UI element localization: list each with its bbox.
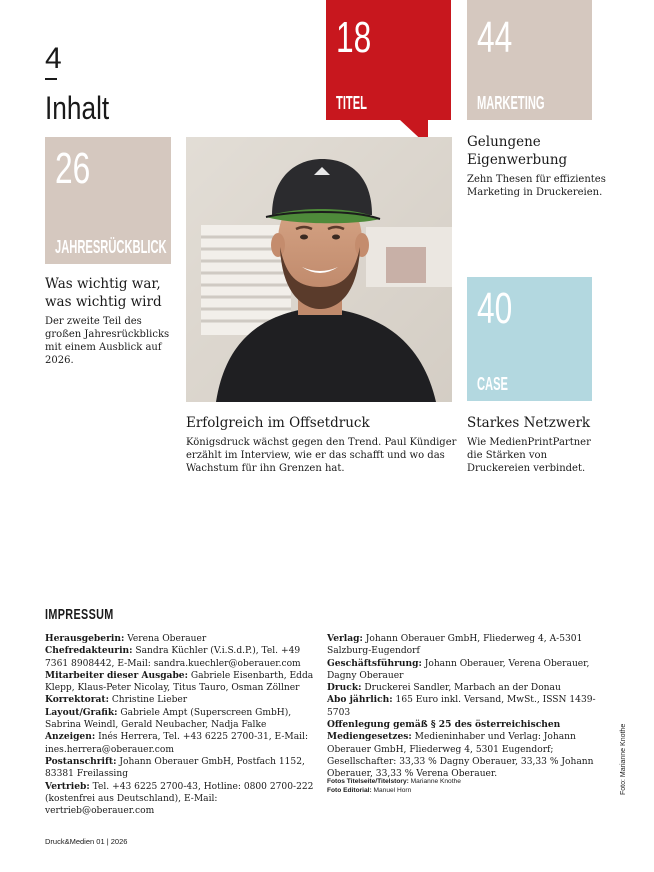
article-case-headline[interactable]: Starkes Netzwerk [467,415,591,431]
impressum-entry: Mitarbeiter dieser Ausgabe: Gabriele Eisenbarth, Edda Klepp, Klaus-Peter Nicolay, Titus Tauro, Osman Zöllner [45,669,314,694]
page-footer: Druck&Medien 01 | 2026 [45,837,128,846]
vertical-photo-credit: Foto: Marianne Knothe [620,723,627,795]
impressum-entry: Anzeigen: Inés Herrera, Tel. +43 6225 2700-31, E-Mail: ines.herrera@oberauer.com [45,731,309,755]
tile-jahresrueckblick[interactable] [45,137,171,264]
impressum-entry: Abo jährlich: 165 Euro inkl. Versand, MwSt., ISSN 1439-5703 [327,694,596,718]
impressum-entry: Offenlegung gemäß § 25 des österreichischen Mediengesetzes: Medieninhaber und Verlag: Johann Oberauer GmbH, Fliederweg 4, 5301 Eugendorf; Gesellschafter: 33,33 % Dagny Oberauer, 33,33 % Johann Oberauer, 33,33 % Verena Oberauer. [327,719,594,780]
impressum-left-column [45,633,325,817]
tile-titel-number: 18 [336,13,372,62]
impressum-entry: Verlag: Johann Oberauer GmbH, Fliederweg 4, A-5301 Salzburg-Eugendorf [327,633,583,657]
impressum-entry: Herausgeberin: Verena Oberauer [45,633,207,644]
tile-case[interactable] [467,277,592,401]
impressum-entry: Layout/Grafik: Gabriele Ampt (Superscreen GmbH), Sabrina Weindl, Gerald Neubacher, Nadja Falke [45,706,292,731]
impressum-entry: Druck: Druckerei Sandler, Marbach an der Donau [327,682,561,694]
article-jahresrueckblick-teaser: Der zweite Teil des großen Jahresrückblicks mit einem Ausblick auf 2026. [45,316,170,366]
impressum-title: IMPRESSUM [45,606,114,623]
tile-marketing-number: 44 [477,13,513,62]
photo-credit-line: Foto Editorial: Manuel Horn [327,787,412,794]
article-marketing-headline[interactable]: Gelungene Eigenwerbung [467,134,568,168]
article-titel-teaser: Königsdruck wächst gegen den Trend. Paul Kündiger erzählt im Interview, wie er das schafft und wo das Wachstum für ihn Grenzen hat. [186,437,457,474]
tile-titel-label: TITEL [336,93,367,113]
tile-marketing[interactable] [467,0,592,120]
section-title: Inhalt [45,90,110,126]
impressum-entry: Postanschrift: Johann Oberauer GmbH, Postfach 1152, 83381 Freilassing [45,755,305,780]
article-case-teaser: Wie MedienPrintPartner die Stärken von Druckereien verbindet. [467,437,591,474]
cover-story-photo[interactable] [186,137,452,402]
tile-jahresrueckblick-label: JAHRESRÜCKBLICK [55,237,167,257]
article-titel-headline[interactable]: Erfolgreich im Offsetdruck [186,415,370,431]
impressum-entry: Chefredakteurin: Sandra Küchler (V.i.S.d.P.), Tel. +49 7361 8908442, E-Mail: sandra.kuechler@oberauer.com [45,645,301,669]
article-marketing-teaser: Zehn Thesen für effizientes Marketing in Druckereien. [467,174,606,198]
page-number-rule [45,78,57,80]
impressum-right-column [327,633,602,781]
tile-titel[interactable] [326,0,451,120]
photo-credit-line: Fotos Titelseite/Titelstory: Marianne Knothe [327,778,461,785]
impressum-entry: Geschäftsführung: Johann Oberauer, Verena Oberauer, Dagny Oberauer [327,657,590,681]
tile-case-number: 40 [477,284,513,333]
tile-marketing-label: MARKETING [477,93,545,113]
tile-case-label: CASE [477,374,509,394]
page-number: 4 [45,42,61,75]
tile-jahresrueckblick-number: 26 [55,144,91,193]
impressum-entry: Vertrieb: Tel. +43 6225 2700-43, Hotline: 0800 2700-222 (kostenfrei aus Deutschland), E-Mail: vertrieb@oberauer.com [45,780,314,817]
impressum-entry: Korrektorat: Christine Lieber [45,694,188,706]
article-jahresrueckblick-headline[interactable]: Was wichtig war, was wichtig wird [45,276,162,310]
photo-credits [327,777,461,795]
